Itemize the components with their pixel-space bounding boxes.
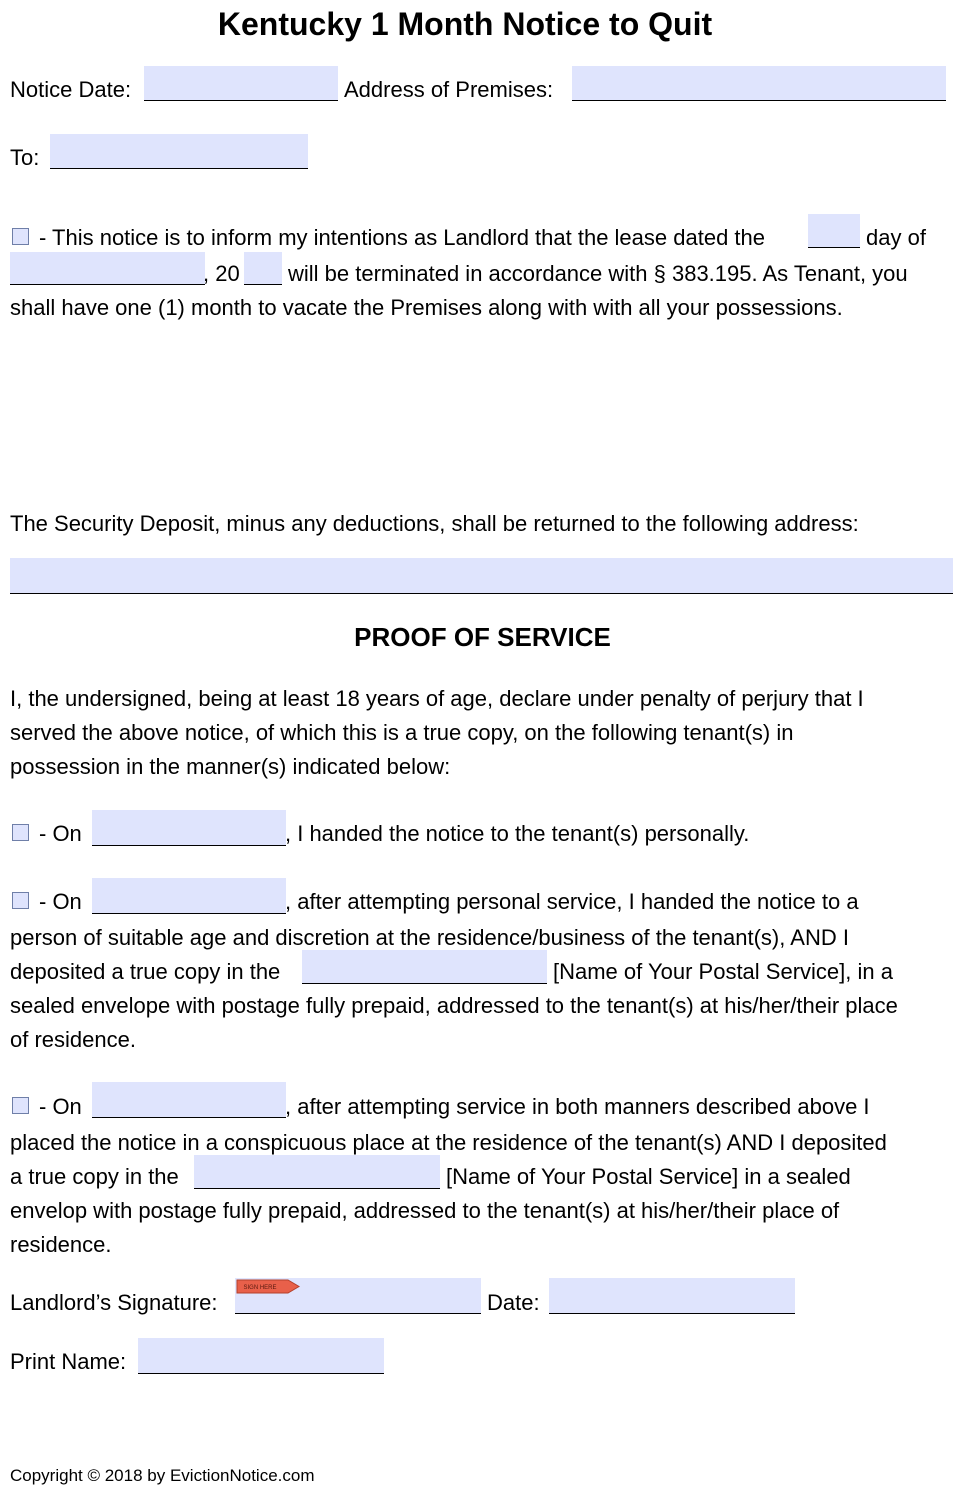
option3-postal-field[interactable] bbox=[194, 1155, 440, 1189]
to-field[interactable] bbox=[50, 134, 308, 169]
sign-here-tag bbox=[236, 1279, 300, 1294]
lease-year-field[interactable] bbox=[244, 252, 282, 285]
option2-prefix: - On bbox=[39, 889, 82, 914]
notice-date-field[interactable] bbox=[144, 66, 338, 101]
proof-heading: PROOF OF SERVICE bbox=[354, 622, 611, 652]
option2-line5: of residence. bbox=[10, 1027, 136, 1052]
option2-suffix: , after attempting personal service, I handed the notice to a bbox=[285, 889, 859, 914]
option2-checkbox[interactable] bbox=[12, 892, 29, 909]
to-label: To: bbox=[10, 145, 40, 170]
option3-line3-b: [Name of Your Postal Service] in a sealed bbox=[446, 1164, 851, 1189]
deposit-address-field[interactable] bbox=[10, 558, 953, 594]
option2-line4: sealed envelope with postage fully prepaid, addressed to the tenant(s) at his/her/their place bbox=[10, 993, 898, 1018]
clause-line1-a: - This notice is to inform my intentions as Landlord that the lease dated the bbox=[39, 225, 765, 250]
print-name-label: Print Name: bbox=[10, 1349, 127, 1374]
clause-line2-b: will be terminated in accordance with § 383.195. As Tenant, you bbox=[288, 261, 908, 286]
option3-line2: placed the notice in a conspicuous place at the residence of the tenant(s) AND I deposited bbox=[10, 1130, 887, 1155]
signature-label: Landlord’s Signature: bbox=[10, 1290, 218, 1315]
proof-intro-line1: I, the undersigned, being at least 18 years of age, declare under penalty of perjury that I bbox=[10, 686, 864, 711]
deposit-label: The Security Deposit, minus any deductions, shall be returned to the following address: bbox=[10, 511, 859, 536]
option3-date-field[interactable] bbox=[92, 1082, 286, 1118]
option3-checkbox[interactable] bbox=[12, 1097, 29, 1114]
option1-suffix: , I handed the notice to the tenant(s) personally. bbox=[285, 821, 750, 846]
clause-line3: shall have one (1) month to vacate the Premises along with with all your possessions. bbox=[10, 295, 843, 320]
option3-line3-a: a true copy in the bbox=[10, 1164, 179, 1189]
lease-day-field[interactable] bbox=[808, 214, 860, 248]
address-label: Address of Premises: bbox=[344, 77, 554, 102]
page-title: Kentucky 1 Month Notice to Quit bbox=[217, 6, 713, 42]
address-field[interactable] bbox=[572, 66, 946, 101]
sign-here-text: SIGN HERE bbox=[243, 1285, 277, 1291]
clause-line2-a: , 20 bbox=[203, 261, 240, 286]
copyright-footer: Copyright © 2018 by EvictionNotice.com bbox=[10, 1466, 315, 1485]
option2-line3-a: deposited a true copy in the bbox=[10, 959, 281, 984]
proof-intro-line3: possession in the manner(s) indicated below: bbox=[10, 754, 451, 779]
option2-postal-field[interactable] bbox=[302, 950, 547, 984]
print-name-field[interactable] bbox=[138, 1338, 384, 1374]
option2-date-field[interactable] bbox=[92, 878, 286, 914]
proof-intro-line2: served the above notice, of which this is a true copy, on the following tenant(s) in bbox=[10, 720, 794, 745]
option2-line2: person of suitable age and discretion at the residence/business of the tenant(s), AND I bbox=[10, 925, 849, 950]
option1-checkbox[interactable] bbox=[12, 824, 29, 841]
notice-date-label: Notice Date: bbox=[10, 77, 132, 102]
clause-line1-b: day of bbox=[866, 225, 926, 250]
option2-line3-b: [Name of Your Postal Service], in a bbox=[553, 959, 893, 984]
option3-line5: residence. bbox=[10, 1232, 112, 1257]
termination-checkbox[interactable] bbox=[12, 228, 29, 245]
option1-date-field[interactable] bbox=[92, 810, 286, 846]
option3-prefix: - On bbox=[39, 1094, 82, 1119]
option1-prefix: - On bbox=[39, 821, 82, 846]
signature-date-field[interactable] bbox=[549, 1278, 795, 1314]
date-label: Date: bbox=[487, 1290, 540, 1315]
option3-suffix: , after attempting service in both manners described above I bbox=[285, 1094, 870, 1119]
option3-line4: envelop with postage fully prepaid, addressed to the tenant(s) at his/her/their place of bbox=[10, 1198, 840, 1223]
lease-month-field[interactable] bbox=[10, 252, 205, 285]
